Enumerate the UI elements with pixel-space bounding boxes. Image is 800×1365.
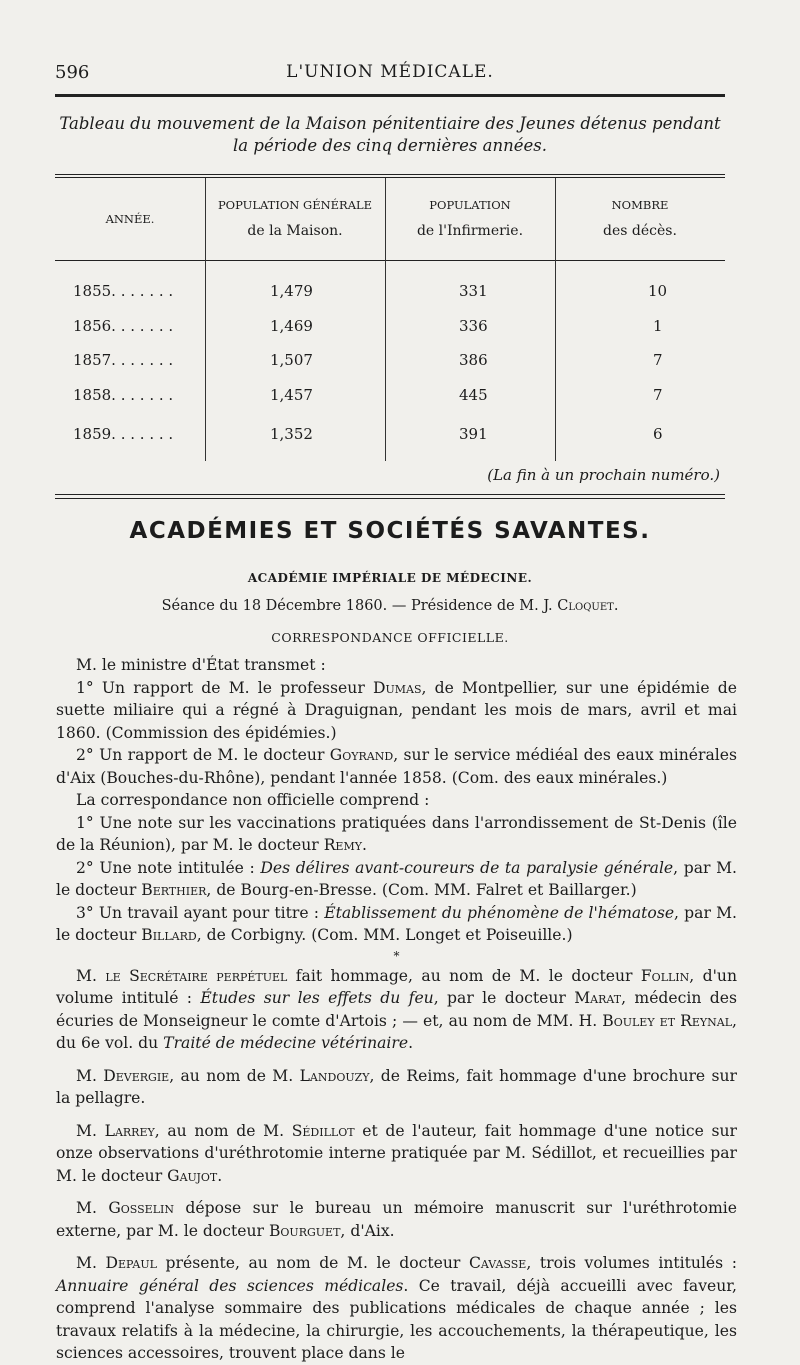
general-population-cell: 1,352 [270, 425, 313, 443]
table-header-rule [55, 260, 725, 261]
column-header-deaths: NOMBRE des décès. [603, 198, 677, 239]
section-rule [55, 494, 725, 495]
academy-heading: ACADÉMIE IMPÉRIALE DE MÉDECINE. [247, 571, 533, 585]
table-top-rule [55, 174, 725, 175]
deaths-cell: 6 [653, 425, 663, 443]
paragraph: M. Gosselin dépose sur le bureau un mémoire manuscrit sur l'uréthrotomie externe, par M. le docteur Bourguet, d'Aix. [56, 1199, 737, 1240]
work-title: Établissement du phénomène de l'hématose [324, 903, 675, 922]
statistics-table [55, 174, 725, 462]
table-caption-line1: Tableau du mouvement de la Maison pénitentiaire des Jeunes détenus pendant [59, 114, 721, 133]
author-name: Gaujot [167, 1166, 218, 1185]
author-name: Goyrand [329, 746, 394, 764]
paragraph: 2° Une note intitulée : Des délires avant-coureurs de ta paralysie générale, par M. le docteur Berthier, de Bourg-en-Bresse. (Com. MM. Falret et Baillarger.) [56, 858, 737, 899]
author-name: Billard [141, 926, 197, 944]
separator-star: * [393, 948, 400, 963]
deaths-cell: 7 [653, 386, 663, 404]
paragraph: 2° Un rapport de M. le docteur Goyrand, sur le service médiéal des eaux minérales d'Aix (Bouches-du-Rhône), pendant l'année 1858. (Com. des eaux minérales.) [56, 746, 738, 787]
column-header-year: ANNÉE. [105, 212, 155, 226]
author-name: Landouzy [299, 1066, 370, 1085]
author-name: Remy [323, 836, 362, 854]
article-body [56, 654, 737, 1365]
author-name: Gosselin [108, 1199, 174, 1217]
president-name: Cloquet [557, 598, 614, 614]
paragraph: M. Depaul présente, au nom de M. le docteur Cavasse, trois volumes intitulés : Annuaire général des sciences médicales. Ce travail, déjà accueilli avec faveur, comprend l'analyse sommaire des publications médicales de chaque année ; les travaux relatifs à la médecine, la chirurgie, les accouchements, la thérapeutique, les sciences accessoires, trouvent place dans le [56, 1254, 737, 1362]
table-caption [55, 113, 725, 157]
paragraph: 1° Un rapport de M. le professeur Dumas, de Montpellier, sur une épidémie de suette miliaire qui a régné à Draguignan, pendant les mois de mars, avril et mai 1860. (Commission des épidémies.) [56, 678, 737, 742]
journal-title: L'UNION MÉDICALE. [286, 62, 494, 82]
session-line: Séance du 18 Décembre 1860. — Présidence de M. J. Cloquet. [161, 598, 619, 614]
author-name: Sédillot [291, 1121, 355, 1140]
role-name: le Secrétaire perpétuel [105, 966, 288, 985]
author-name: Berthier [141, 881, 207, 899]
year-cell: 1859. . . . . . . [73, 425, 174, 443]
section-rule [55, 498, 725, 499]
paragraph: M. le Secrétaire perpétuel fait hommage, au nom de M. le docteur Follin, d'un volume intitulé : Études sur les effets du feu, par le docteur Marat, médecin des écuries de Monseigneur le comte d'Artois ; — et, au nom de MM. H. Bouley et Reynal, du 6e vol. du Traité de médecine vétérinaire. [56, 966, 738, 1052]
infirmary-population-cell: 391 [459, 425, 488, 443]
infirmary-population-cell: 386 [459, 351, 488, 369]
paragraph: M. Devergie, au nom de M. Landouzy, de Reims, fait hommage d'une brochure sur la pellagre. [56, 1066, 738, 1107]
author-name: Marat [574, 989, 622, 1007]
column-header-infirmary-population: POPULATION de l'Infirmerie. [416, 198, 524, 239]
general-population-cell: 1,479 [270, 282, 313, 300]
general-population-cell: 1,457 [270, 386, 313, 404]
infirmary-population-cell: 445 [459, 386, 488, 404]
deaths-cell: 1 [653, 317, 663, 335]
paragraph: M. Larrey, au nom de M. Sédillot et de l'auteur, fait hommage d'une notice sur onze observations d'uréthrotomie interne pratiquée par M. Sédillot, et recueillies par M. le docteur Gaujot. [56, 1121, 737, 1185]
work-title: Annuaire général des sciences médicales [56, 1276, 404, 1295]
year-cell: 1858. . . . . . . [73, 386, 174, 404]
author-name: Larrey [104, 1121, 155, 1140]
infirmary-population-cell: 336 [459, 317, 488, 335]
paragraph: M. le ministre d'État transmet : [76, 656, 326, 674]
work-title: Des délires avant-coureurs de ta paralysie générale [260, 858, 674, 877]
continuation-note: (La fin à un prochain numéro.) [487, 466, 720, 484]
page-number: 596 [55, 62, 90, 83]
year-cell: 1857. . . . . . . [73, 351, 174, 369]
correspondence-heading: CORRESPONDANCE OFFICIELLE. [271, 630, 509, 645]
header-rule [55, 94, 725, 97]
work-title: Traité de médecine vétérinaire [163, 1034, 409, 1052]
author-name: Depaul [105, 1254, 157, 1272]
general-population-cell: 1,507 [270, 351, 313, 369]
year-cell: 1856. . . . . . . [73, 317, 174, 335]
running-head [55, 58, 725, 88]
author-name: H. Bouley et Reynal [578, 1011, 733, 1030]
paragraph: 1° Une note sur les vaccinations pratiquées dans l'arrondissement de St-Denis (île de la Réunion), par M. le docteur Remy. [56, 813, 737, 854]
author-name: Dumas [372, 678, 422, 697]
paragraph: La correspondance non officielle comprend : [76, 791, 430, 809]
author-name: Cavasse [468, 1254, 527, 1272]
deaths-cell: 10 [648, 282, 668, 300]
year-cell: 1855. . . . . . . [73, 282, 174, 300]
section-title: ACADÉMIES ET SOCIÉTÉS SAVANTES. [129, 518, 651, 544]
author-name: Devergie [103, 1066, 170, 1085]
infirmary-population-cell: 331 [459, 282, 488, 300]
column-header-general-population: POPULATION GÉNÉRALE de la Maison. [217, 198, 373, 239]
table-caption-line2: la période des cinq dernières années. [233, 136, 547, 155]
author-name: Follin [640, 966, 690, 985]
general-population-cell: 1,469 [270, 317, 313, 335]
author-name: Bourguet [268, 1221, 341, 1240]
paragraph: 3° Un travail ayant pour titre : Établissement du phénomène de l'hématose, par M. le docteur Billard, de Corbigny. (Com. MM. Longet et Poiseuille.) [56, 903, 737, 944]
deaths-cell: 7 [653, 351, 663, 369]
work-title: Études sur les effets du feu [200, 989, 434, 1007]
table-top-rule-inner [55, 177, 725, 178]
